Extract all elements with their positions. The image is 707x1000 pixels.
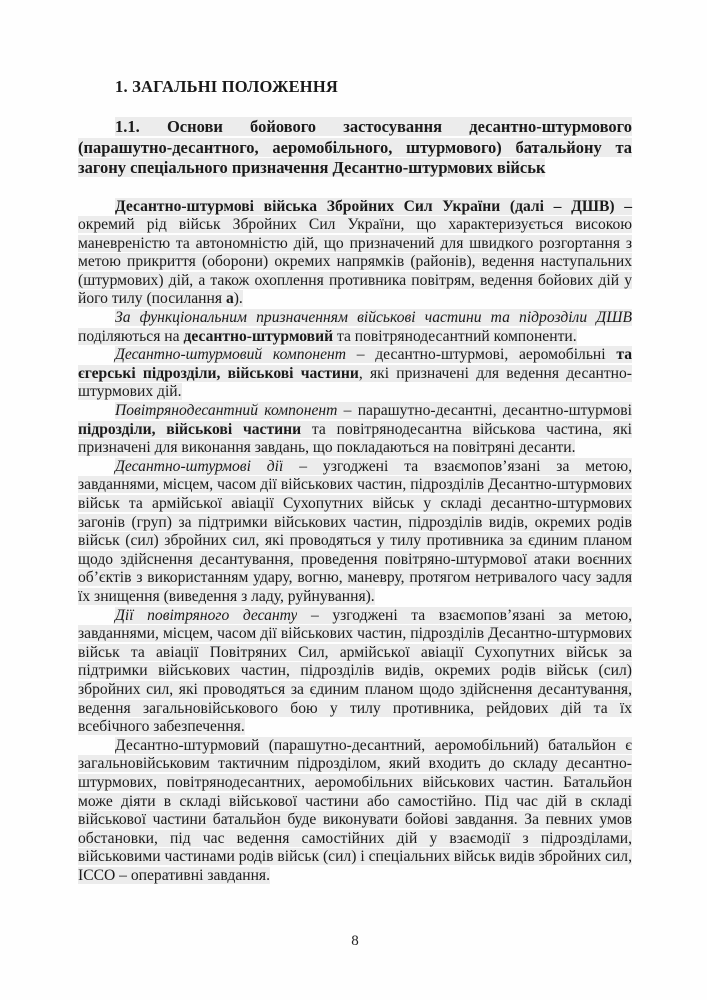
text-run: а [225, 290, 234, 308]
text-run: та єгерські підрозділи, військові частини [78, 346, 632, 382]
paragraph-3 [78, 346, 632, 402]
section-title-text: 1. ЗАГАЛЬНІ ПОЛОЖЕННЯ [115, 77, 338, 96]
text-run: поділяються на [78, 327, 184, 345]
section-title [78, 77, 632, 96]
paragraph-4 [78, 402, 632, 458]
page-content [78, 77, 632, 885]
subsection-title-text: 1.1. Основи бойового застосування десантно-штурмового (парашутно-десантного, аеромобільного, штурмового) батальйону та загону спеціального призначення Десантно-штурмових військ [78, 117, 632, 177]
paragraph-1 [78, 198, 632, 310]
text-run: ). [233, 290, 243, 308]
text-run: Повітрянодесантний компонент [115, 402, 338, 420]
text-run: Десантно-штурмовий (парашутно-десантний, аеромобільний) батальйон є загальновійськовим тактичним підрозділом, який входить до складу десантно-штурмових, повітрянодесантних, аеромобільних військових частин. Батальйон може діяти в складі військової частини або самостійно. Під час дій в складі військової частини батальйон буде виконувати бойові завдання. За певних умов обстановки, під час ведення самостійних дій у взаємодії з підрозділами, військовими частинами родів військ (сил) і спеціальних військ видів збройних сил, ІССО – оперативні завдання. [78, 736, 632, 884]
text-run: Десантно-штурмовий компонент [115, 346, 346, 364]
text-run: окремий рід військ Збройних Сил України, що характеризується високою маневреністю та автономністю дій, що призначений для швидкого розгортання з метою прикриття (оборони) окремих напрямків (районів), ведення наступальних (штурмових) дій, а також охоплення противника повітрям, ведення бойових дій у його тилу (посилання [78, 216, 632, 308]
document-body [78, 198, 632, 886]
text-run: – парашутно-десантні, десантно-штурмові [337, 402, 632, 420]
text-run: Десантно-штурмові війська Збройних Сил України (далі – ДШВ) – [115, 197, 632, 215]
text-run: , які призначені для ведення десантно-штурмових дій. [78, 364, 632, 401]
text-run: Дії повітряного десанту [115, 606, 298, 624]
text-run: десантно-штурмовий [183, 327, 334, 345]
text-run: – десантно-штурмові, аеромобільні [346, 346, 617, 364]
subsection-title [78, 117, 632, 179]
text-run: Десантно-штурмові дії [115, 457, 284, 475]
text-run: – узгоджені та взаємопов’язані за метою, завданнями, місцем, часом дії військових частин, підрозділів Десантно-штурмових військ та армійської авіації Сухопутних військ у складі десантно-штурмових загонів (груп) за підтримки військових частин, підрозділів видів, окремих родів військ (сил) збройних сил, які проводяться у тилу противника за єдиним планом щодо здійснення десантування, проведення повітряно-штурмової атаки воєнних об’єктів з використанням удару, вогню, маневру, протягом нетривалого часу задля їх знищення (виведення з ладу, руйнування). [78, 457, 633, 605]
text-run: та повітрянодесантна військова частина, які призначені для виконання завдань, що покладаються на повітряні десанти. [78, 420, 632, 457]
text-run: підрозділи, військові частини [78, 420, 302, 438]
paragraph-5 [78, 458, 632, 607]
text-run: – узгоджені та взаємопов’язані за метою, завданнями, місцем, часом дії військових частин, підрозділів Десантно-штурмових військ та авіації Повітряних Сил, армійської авіації Сухопутних військ за підтримки військових частин, підрозділів видів, окремих родів військ (сил) збройних сил, які проводяться за єдиним планом щодо здійснення десантування, ведення загальновійськового бою у тилу противника, рейдових дій та їх всебічного забезпечення. [78, 606, 633, 736]
paragraph-6 [78, 607, 632, 737]
text-run: За функціональним призначенням військові частини та підрозділи ДШВ [115, 309, 632, 327]
text-run: та повітрянодесантний компоненти. [333, 327, 577, 345]
paragraph-2 [78, 309, 632, 346]
page-number: 8 [351, 933, 359, 949]
paragraph-7 [78, 737, 632, 886]
